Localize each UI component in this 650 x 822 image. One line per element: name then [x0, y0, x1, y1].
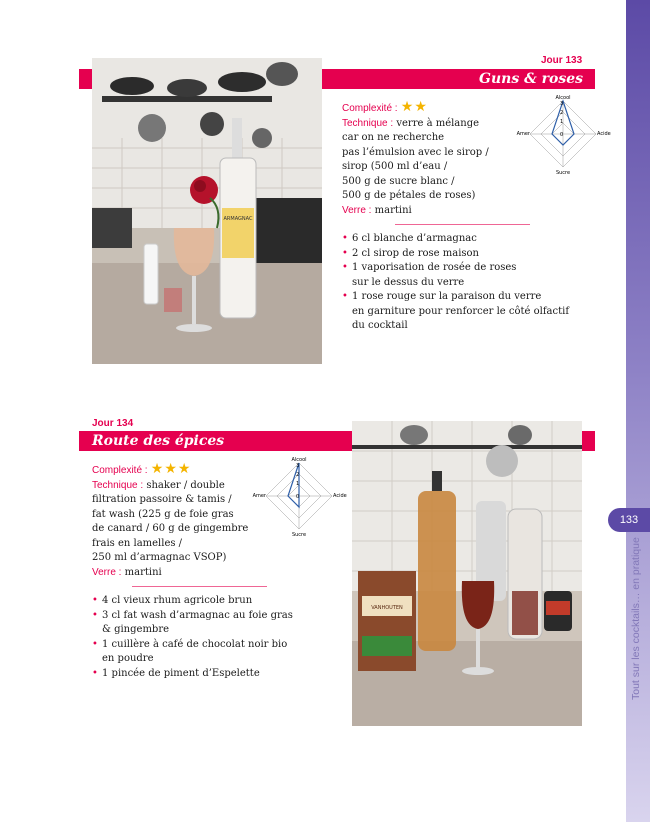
glass-label: Verre : [342, 204, 372, 216]
ingredient-line: en poudre [102, 653, 154, 664]
ingredient-item [92, 609, 342, 638]
technique-text: car on ne recherche [342, 132, 445, 143]
complexity-label: Complexité : [92, 465, 148, 476]
technique-text: sirop (500 ml d’eau / [342, 161, 448, 172]
ingredient-line: 1 rose rouge sur la paraison du verre [352, 291, 542, 302]
ingredient-line: 1 cuillère à café de chocolat noir bio [102, 638, 288, 650]
radar-label-acide: Acide [597, 131, 611, 137]
radar-tick-2: 2 [296, 472, 300, 478]
recipe-title: Route des épices [92, 433, 225, 449]
radar-label-alcool: Alcool [555, 95, 571, 101]
radar-label-amer: Amer [252, 493, 266, 499]
page-number: 133 [608, 508, 650, 532]
technique-text: pas l’émulsion avec le sirop / [342, 146, 489, 158]
radar-label-alcool: Alcool [291, 457, 307, 463]
ingredient-line: 6 cl blanche d’armagnac [352, 233, 477, 244]
glass-value: martini [374, 204, 412, 216]
glass-value: martini [124, 566, 162, 578]
technique-text: shaker / double [146, 479, 225, 491]
ingredient-line: 1 pincée de piment d’Espelette [102, 667, 260, 679]
ingredient-line: & gingembre [102, 624, 170, 635]
star-icon: ★★ [400, 99, 428, 115]
ingredient-line: du cocktail [352, 320, 408, 331]
technique-text: 500 g de sucre blanc / [342, 175, 455, 187]
ingredient-line: 1 vaporisation de rosée de roses [352, 262, 517, 273]
radar-tick-0: 0 [560, 132, 564, 138]
ingredient-list [92, 594, 342, 681]
complexity-row [342, 100, 532, 117]
chapter-title: Tout sur les cocktails… en pratique [630, 537, 642, 700]
radar-label-acide: Acide [333, 493, 347, 499]
divider [132, 586, 267, 587]
ingredient-item [342, 232, 602, 247]
technique-label: Technique : [92, 479, 144, 491]
ingredient-line: 2 cl sirop de rose maison [352, 247, 479, 259]
ingredient-item [92, 667, 342, 682]
ingredient-item [342, 247, 602, 262]
recipe-title: Guns & roses [479, 71, 583, 87]
photo-route-epices-illustration [352, 421, 582, 726]
cocktail-photo-guns-roses [92, 58, 322, 364]
radar-tick-1: 1 [560, 119, 564, 125]
radar-tick-2: 2 [560, 110, 564, 116]
technique-line-1 [342, 117, 532, 132]
technique-text: filtration passoire & tamis / [92, 494, 232, 505]
technique-text: verre à mélange [396, 117, 480, 129]
ingredient-line: sur le dessus du verre [352, 276, 465, 288]
ingredient-line: en garniture pour renforcer le côté olfactif [352, 305, 570, 317]
ingredient-line: 4 cl vieux rhum agricole brun [102, 595, 253, 606]
radar-tick-1: 1 [296, 481, 300, 487]
divider [395, 224, 530, 225]
recipe-title-bar [322, 69, 595, 89]
radar-tick-3: 3 [296, 463, 300, 469]
day-label: Jour 134 [92, 418, 134, 429]
radar-label-sucre: Sucre [555, 170, 571, 176]
recipe-details [342, 100, 532, 218]
ingredient-item [92, 594, 342, 609]
technique-text: de canard / 60 g de gingembre [92, 523, 249, 534]
title-bar-left-stub [79, 69, 92, 89]
ingredient-list [342, 232, 602, 334]
radar-tick-3: 3 [560, 101, 564, 107]
star-icon: ★★★ [150, 461, 192, 477]
technique-text: frais en lamelles / [92, 537, 183, 549]
radar-label-amer: Amer [516, 131, 530, 137]
glass-row [342, 204, 532, 219]
radar-tick-0: 0 [296, 494, 300, 500]
glass-label: Verre : [92, 566, 122, 578]
flavor-radar-chart [512, 93, 612, 178]
radar-label-sucre: Sucre [291, 532, 307, 538]
flavor-radar-chart [248, 455, 348, 540]
glass-row [92, 566, 292, 581]
technique-text: fat wash (225 g de foie gras [92, 508, 234, 520]
ingredient-item [342, 261, 602, 290]
technique-text: 500 g de pétales de roses) [342, 190, 476, 201]
ingredient-item [92, 638, 342, 667]
photo-box-label: VANHOUTEN [371, 605, 403, 611]
ingredient-item [342, 290, 602, 334]
complexity-label: Complexité : [342, 103, 398, 114]
technique-label: Technique : [342, 117, 394, 129]
cocktail-photo-route-epices [352, 421, 582, 726]
ingredient-line: 3 cl fat wash d’armagnac au foie gras [102, 609, 293, 621]
photo-guns-roses-illustration [92, 58, 322, 364]
photo-bottle-label: ARMAGNAC [223, 216, 253, 222]
day-label: Jour 133 [541, 55, 583, 66]
technique-text: 250 ml d’armagnac VSOP) [92, 552, 227, 563]
